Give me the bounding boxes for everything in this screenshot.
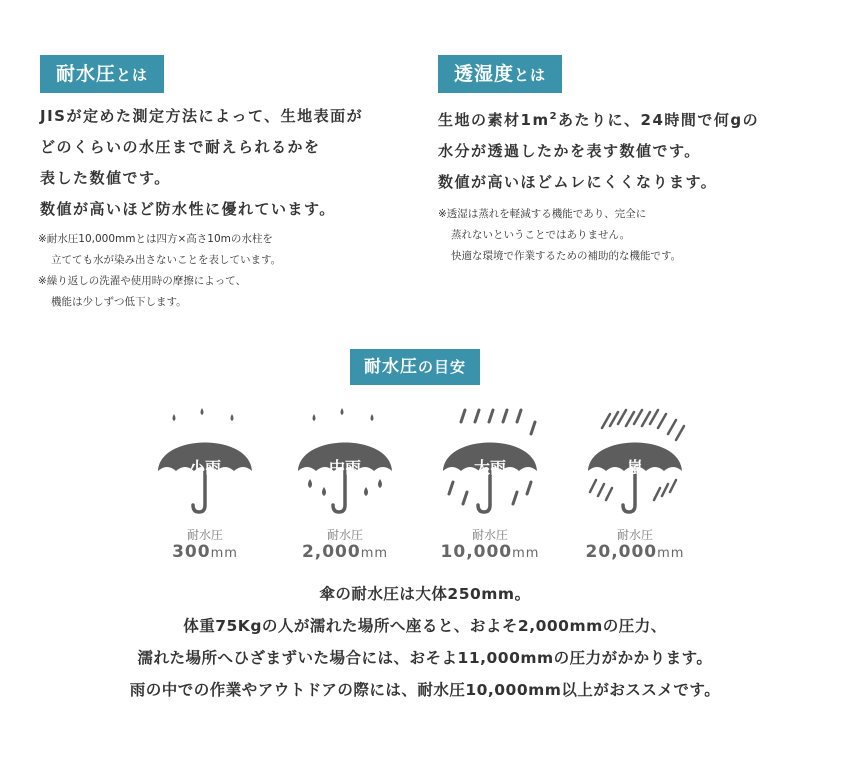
rating-value (550, 542, 720, 562)
rating-caption: 耐水圧 (471, 528, 508, 542)
description-line: 数値が高いほどムレにくくなります。 (438, 173, 718, 191)
line-suffix: あたりに、24時間で何gの (558, 111, 760, 129)
description-line: JISが定めた測定方法によって、生地表面が (40, 107, 364, 125)
note-line: 蒸れないということではありません。 (451, 229, 631, 241)
value-number: 20,000 (585, 542, 658, 562)
breathability-notes (438, 204, 681, 267)
summary-line: 傘の耐水圧は大体250mm。 (319, 585, 531, 603)
description-line: 水分が透過したかを表す数値です。 (438, 142, 701, 160)
description-line: 表した数値です。 (40, 169, 171, 187)
description-line: どのくらいの水圧まで耐えられるかを (40, 138, 321, 156)
heading-text: 耐水圧 (364, 357, 418, 377)
value-unit: mm (210, 546, 238, 561)
value-unit: mm (512, 546, 540, 561)
rain-level-label: 嵐 (626, 458, 643, 477)
summary-text (0, 578, 850, 706)
note-line: ※耐水圧10,000mmとは四方×高さ10mの水柱を (38, 233, 273, 245)
value-unit: mm (360, 546, 389, 561)
note-line: 立てても水が染み出さないことを表しています。 (51, 254, 282, 266)
water-resistance-description (40, 101, 363, 225)
rain-level-label: 小雨 (188, 458, 221, 477)
umbrella-light-rain (150, 408, 260, 578)
note-line: 快適な環境で作業するための補助的な機能です。 (451, 250, 682, 262)
heading-suffix: とは (514, 66, 547, 84)
rain-level-label: 大雨 (473, 458, 506, 477)
superscript: 2 (549, 111, 559, 122)
summary-line: 雨の中での作業やアウトドアの際には、耐水圧10,000mm以上がおススメです。 (129, 681, 721, 699)
rating-caption: 耐水圧 (616, 528, 653, 542)
heading-text: 耐水圧 (56, 63, 117, 85)
note-line: ※繰り返しの洗濯や使用時の摩擦によって、 (38, 275, 247, 287)
description-line (438, 101, 759, 136)
rating-caption: 耐水圧 (326, 528, 363, 542)
heading-suffix: の目安 (418, 358, 467, 376)
note-line: ※透湿は蒸れを軽減する機能であり、完全に (438, 208, 647, 220)
summary-line: 体重75Kgの人が濡れた場所へ座ると、およそ2,000mmの圧力、 (183, 617, 667, 635)
value-number: 300 (172, 542, 211, 562)
heading-suffix: とは (116, 66, 149, 84)
umbrella-storm (580, 408, 690, 578)
note-line: 機能は少しずつ低下します。 (51, 296, 187, 308)
umbrella-heavy-rain (435, 408, 545, 578)
guide-heading (350, 349, 480, 385)
description-line: 数値が高いほど防水性に優れています。 (40, 200, 336, 218)
breathability-heading (438, 55, 562, 93)
summary-line: 濡れた場所へひざまずいた場合には、おそよ11,000mmの圧力がかかります。 (137, 649, 713, 667)
rain-level-label: 中雨 (328, 458, 361, 477)
value-unit: mm (657, 546, 685, 561)
heading-text: 透湿度 (454, 63, 515, 85)
water-resistance-notes (38, 229, 281, 313)
rating-caption: 耐水圧 (186, 528, 223, 542)
value-number: 2,000 (301, 542, 361, 562)
umbrella-moderate-rain (290, 408, 400, 578)
water-resistance-heading (40, 55, 164, 93)
breathability-description (438, 101, 759, 198)
line-prefix: 生地の素材1m (438, 111, 550, 129)
value-number: 10,000 (440, 542, 513, 562)
